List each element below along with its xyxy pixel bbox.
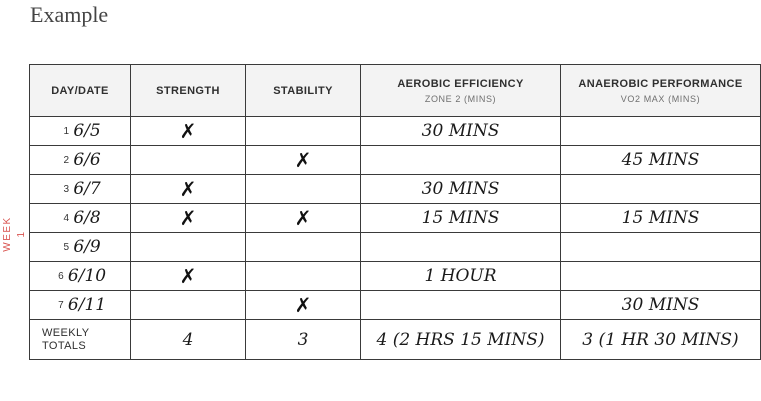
- day-number: 1: [63, 125, 70, 137]
- day-number: 4: [63, 212, 70, 224]
- anaerobic-value: 30 MINS: [621, 295, 700, 315]
- day-cell: [30, 175, 131, 204]
- stability-cell: [246, 146, 361, 175]
- week-label: WEEK 1: [2, 216, 27, 252]
- aerobic-cell: [361, 262, 561, 291]
- training-log-table: [29, 64, 761, 360]
- header-label: AEROBIC EFFICIENCY: [397, 77, 524, 90]
- strength-cell: [131, 146, 246, 175]
- stability-check-mark: ✗: [294, 148, 312, 172]
- aerobic-total: 4 (2 HRS 15 MINS): [376, 329, 545, 350]
- day-cell: [30, 146, 131, 175]
- header-day-date: [30, 65, 131, 117]
- stability-cell: [246, 262, 361, 291]
- anaerobic-cell: [561, 262, 761, 291]
- stability-total: 3: [297, 329, 309, 350]
- day-date: 6/5: [73, 121, 101, 141]
- table-row: [30, 291, 761, 320]
- header-label: DAY/DATE: [51, 84, 109, 97]
- aerobic-cell: [361, 117, 561, 146]
- aerobic-value: 1 HOUR: [424, 266, 497, 286]
- day-date: 6/8: [73, 208, 101, 228]
- header-label: STABILITY: [273, 84, 333, 97]
- day-cell: [30, 233, 131, 262]
- header-sublabel: ZONE 2 (MINS): [424, 93, 497, 104]
- table-row: [30, 233, 761, 262]
- table-row: [30, 204, 761, 233]
- totals-label-line2: TOTALS: [42, 339, 87, 352]
- anaerobic-cell: [561, 117, 761, 146]
- strength-check-mark: ✗: [179, 177, 197, 201]
- weekly-totals-row: [30, 320, 761, 360]
- totals-label-line1: WEEKLY: [42, 326, 90, 339]
- day-number: 5: [63, 241, 70, 253]
- header-aerobic: [361, 65, 561, 117]
- strength-check-mark: ✗: [179, 264, 197, 288]
- stability-total-cell: [246, 320, 361, 360]
- stability-cell: [246, 233, 361, 262]
- day-date: 6/6: [73, 150, 101, 170]
- aerobic-total-cell: [361, 320, 561, 360]
- anaerobic-cell: [561, 291, 761, 320]
- strength-cell: [131, 175, 246, 204]
- day-date: 6/11: [67, 295, 107, 315]
- day-number: 2: [63, 154, 70, 166]
- anaerobic-cell: [561, 175, 761, 204]
- table-row: [30, 117, 761, 146]
- stability-cell: [246, 204, 361, 233]
- strength-total: 4: [182, 329, 194, 350]
- header-row: [30, 65, 761, 117]
- strength-total-cell: [131, 320, 246, 360]
- day-date: 6/9: [73, 237, 101, 257]
- aerobic-value: 30 MINS: [421, 121, 500, 141]
- day-cell: [30, 204, 131, 233]
- anaerobic-cell: [561, 204, 761, 233]
- day-number: 6: [58, 270, 64, 282]
- strength-cell: [131, 204, 246, 233]
- anaerobic-value: 15 MINS: [621, 208, 700, 228]
- page-heading: Example: [30, 2, 109, 27]
- table-row: [30, 262, 761, 291]
- strength-check-mark: ✗: [179, 119, 197, 143]
- anaerobic-total-cell: [561, 320, 761, 360]
- stability-cell: [246, 175, 361, 204]
- stability-check-mark: ✗: [294, 206, 312, 230]
- aerobic-value: 30 MINS: [421, 179, 500, 199]
- day-date: 6/7: [73, 179, 101, 199]
- header-anaerobic: [561, 65, 761, 117]
- day-cell: [30, 117, 131, 146]
- totals-label-cell: [30, 320, 131, 360]
- strength-cell: [131, 117, 246, 146]
- aerobic-cell: [361, 175, 561, 204]
- anaerobic-cell: [561, 146, 761, 175]
- aerobic-cell: [361, 204, 561, 233]
- strength-cell: [131, 262, 246, 291]
- strength-cell: [131, 291, 246, 320]
- header-strength: [131, 65, 246, 117]
- strength-cell: [131, 233, 246, 262]
- aerobic-cell: [361, 146, 561, 175]
- anaerobic-total: 3 (1 HR 30 MINS): [582, 329, 739, 350]
- aerobic-value: 15 MINS: [421, 208, 500, 228]
- anaerobic-cell: [561, 233, 761, 262]
- header-sublabel: VO2 MAX (MINS): [620, 93, 701, 104]
- stability-cell: [246, 117, 361, 146]
- day-date: 6/10: [67, 266, 107, 286]
- table-row: [30, 146, 761, 175]
- header-label: ANAEROBIC PERFORMANCE: [578, 77, 743, 90]
- strength-check-mark: ✗: [179, 206, 197, 230]
- header-stability: [246, 65, 361, 117]
- stability-cell: [246, 291, 361, 320]
- day-number: 7: [58, 299, 64, 311]
- aerobic-cell: [361, 291, 561, 320]
- table-row: [30, 175, 761, 204]
- header-label: STRENGTH: [156, 84, 220, 97]
- day-cell: [30, 291, 131, 320]
- stability-check-mark: ✗: [294, 293, 312, 317]
- day-number: 3: [63, 183, 70, 195]
- day-cell: [30, 262, 131, 291]
- anaerobic-value: 45 MINS: [621, 150, 700, 170]
- aerobic-cell: [361, 233, 561, 262]
